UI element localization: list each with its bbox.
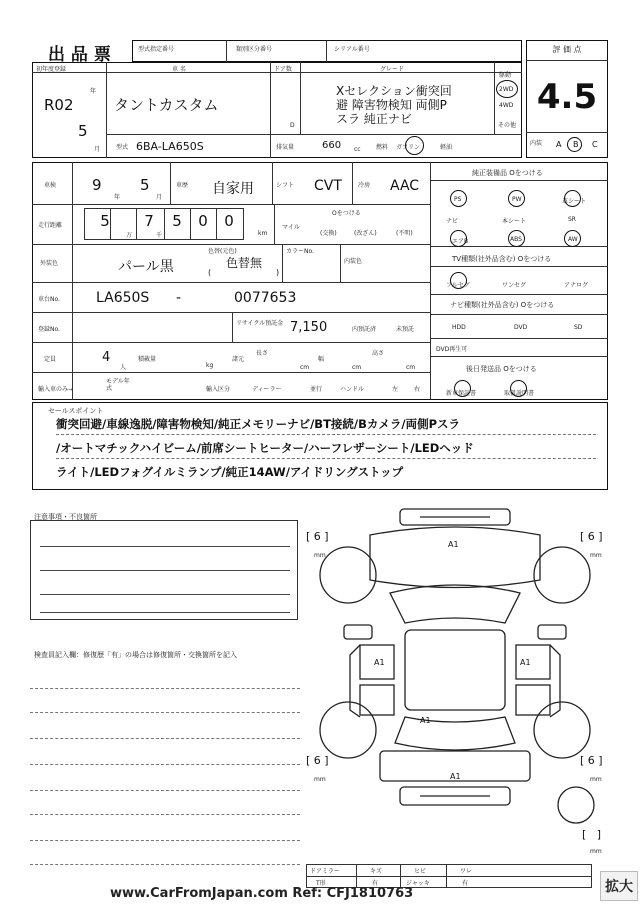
interior-color-label: 内装色 — [344, 258, 363, 265]
drive-4wd: 4WD — [499, 102, 514, 109]
sales-line-3: ライト/LEDフォグイルミランプ/純正14AW/アイドリングストップ — [56, 465, 404, 479]
grade-line-3: スラ 純正ナビ — [336, 112, 412, 126]
interior-label: 内装 — [530, 140, 543, 147]
parallel-label: 並行 — [310, 386, 323, 393]
score-value: 4.5 — [536, 77, 598, 117]
std-item-leather-mark — [564, 190, 581, 207]
legend-h-break: ワレ — [460, 868, 473, 875]
interior-grade-selected-mark — [567, 137, 582, 152]
tire-rr-value: 6 — [587, 754, 595, 767]
damage-mark-left-door: A1 — [374, 658, 385, 667]
steering-right: 右 — [414, 386, 421, 393]
sales-line-2: /オートマチックハイビーム/前席シートヒーター/ハーフレザーシート/LEDヘッド — [56, 441, 474, 455]
grade-label: グレード — [380, 66, 405, 73]
tv-item-fullseg: フルセグ — [446, 282, 470, 289]
height-cm: cm — [406, 364, 416, 371]
inspection-month-unit: 月 — [156, 194, 163, 201]
category-label: 類別区分番号 — [236, 46, 273, 53]
recycle-value: 7,150 — [290, 320, 328, 335]
fuel-label: 燃料 — [376, 144, 389, 151]
import-label: 輸入車のみ→ — [38, 386, 74, 393]
shift-label: シフト — [276, 182, 295, 189]
rear-item-warranty: 新車保証書 — [446, 390, 477, 397]
cc-unit: cc — [354, 146, 361, 153]
fuel-gas: ガソリン — [396, 144, 421, 151]
rear-manual-mark — [510, 380, 527, 397]
interior-grade-a: A — [556, 140, 562, 149]
tire-rr-unit: mm — [590, 776, 602, 783]
tire-rl-unit: mm — [314, 776, 326, 783]
car-name: タントカスタム — [114, 96, 219, 114]
doors-label: ドア数 — [274, 66, 292, 73]
inspection-month: 5 — [140, 176, 150, 194]
damage-mark-right-door: A1 — [520, 658, 531, 667]
tv-fullseg-mark — [450, 272, 467, 289]
model-label: 型式 — [116, 144, 129, 151]
interior-grade-c: C — [592, 140, 598, 149]
recycle-unpaid: 未預託 — [396, 326, 415, 333]
repaint-bracket-left: ( — [208, 268, 212, 277]
rear-warranty-mark — [454, 380, 471, 397]
tire-rl-depth: [ 6 ] — [306, 754, 329, 767]
std-item-abs-mark — [508, 230, 525, 247]
ac-label: 冷房 — [358, 182, 371, 189]
nav-item-dvd: DVD — [514, 324, 528, 331]
inspection-label: 車検 — [44, 182, 57, 189]
capacity-label: 定員 — [44, 356, 57, 363]
chassis-number: 0077653 — [234, 290, 297, 306]
fuel-light: 軽油 — [440, 144, 453, 151]
repaint-value: 色替無 — [226, 256, 263, 270]
std-item-leather: 革シート — [562, 198, 587, 205]
std-item-aw-mark — [564, 230, 581, 247]
mileage-sen: 千 — [156, 232, 163, 239]
meter-note: Oをつける — [332, 210, 361, 217]
damage-mark-rear: A1 — [450, 772, 461, 781]
chassis-label: 車台No. — [38, 296, 60, 303]
std-item-aw: AW — [568, 236, 578, 243]
spare-tire-depth: [ ] — [582, 828, 602, 841]
nav-title: ナビ種類(社外品含む) Oをつける — [450, 301, 555, 309]
door-d: D — [290, 122, 295, 129]
use-label: 車歴 — [176, 182, 189, 189]
inspector-label: 検査員記入欄：修復歴「有」の場合は修復箇所・交換箇所を記入 — [34, 651, 237, 659]
chassis-prefix: LA650S — [96, 290, 150, 306]
reg-no-label: 登録No. — [38, 326, 60, 333]
std-item-abs: ABS — [510, 236, 522, 243]
grade-line-2: 避 障害物検知 両側P — [336, 98, 447, 112]
model-code: 6BA-LA650S — [136, 140, 204, 153]
tire-fr-depth: [ 6 ] — [580, 530, 603, 543]
damage-mark-front: A1 — [448, 540, 459, 549]
repaint-label: 色替(元色) — [208, 248, 237, 255]
meter-opt-tamper: (改ざん) — [354, 230, 377, 237]
chassis-dash: - — [176, 290, 182, 306]
width-cm: cm — [352, 364, 362, 371]
form-title: 出 品 票 — [48, 45, 111, 65]
capacity-unit: 人 — [120, 364, 127, 371]
height-label: 高さ — [372, 350, 385, 357]
drive-2wd-mark — [496, 80, 518, 98]
std-item-pw-mark — [508, 190, 525, 207]
nav-item-sd: SD — [574, 324, 583, 331]
legend-v-break: 有 — [462, 880, 469, 887]
std-item-ps: PS — [454, 196, 462, 203]
tv-item-analog: アナログ — [564, 282, 589, 289]
fuel-gas-mark — [405, 136, 424, 155]
tire-fr-value: 6 — [587, 530, 595, 543]
mileage-digit-3: 5 — [172, 212, 182, 230]
mileage-label: 走行距離 — [38, 222, 63, 229]
rear-title: 後日発送品 Oをつける — [466, 365, 537, 373]
sales-line-1: 衝突回避/車線逸脱/障害物検知/純正メモリーナビ/BT接続/Bカメラ/両側Pスラ — [56, 417, 461, 431]
month-unit: 月 — [94, 146, 101, 153]
color-value: パール黒 — [118, 259, 174, 275]
tire-fl-depth: [ 6 ] — [306, 530, 329, 543]
capacity-value: 4 — [102, 350, 111, 365]
reg-month: 5 — [78, 122, 88, 140]
dvd-playable: DVD再生可 — [436, 346, 468, 353]
drive-label: 駆動 — [499, 72, 512, 79]
import-type-label: 輸入区分 — [206, 386, 231, 393]
tire-fl-value: 6 — [313, 530, 321, 543]
legend-v-mirror: T形 — [316, 880, 326, 887]
ac-value: AAC — [390, 178, 420, 194]
mileage-km: km — [258, 230, 268, 237]
std-item-ps-mark — [450, 190, 467, 207]
dims-label: 諸元 — [232, 356, 245, 363]
score-label: 評 価 点 — [552, 45, 582, 54]
era-year: R02 — [44, 96, 74, 114]
length-cm: cm — [300, 364, 310, 371]
std-item-seat: 本シート — [502, 218, 527, 225]
steering-left: 左 — [392, 386, 399, 393]
repaint-bracket-right: ) — [276, 268, 280, 277]
length-label: 長さ — [256, 350, 269, 357]
attention-label: 注意事項・不良箇所 — [34, 513, 97, 521]
tire-rr-depth: [ 6 ] — [580, 754, 603, 767]
legend-h-crack: ヒビ — [414, 868, 427, 875]
model-year-label: モデル年式 — [106, 378, 130, 392]
drive-2wd: 2WD — [499, 86, 514, 93]
serial-label: シリアル番号 — [334, 46, 370, 53]
watermark: www.CarFromJapan.com Ref: CFJ1810763 — [110, 886, 414, 901]
load-label: 積載量 — [138, 356, 157, 363]
color-no-label: カラーNo. — [286, 248, 314, 255]
mileage-digit-5: 0 — [224, 212, 234, 230]
rear-item-manual: 取扱説明書 — [504, 390, 535, 397]
tv-title: TV種類(社外品含む) Oをつける — [452, 255, 552, 263]
inspection-year-unit: 年 — [114, 194, 121, 201]
mileage-digit-2: 7 — [144, 212, 154, 230]
steering-label: ハンドル — [340, 386, 365, 393]
recycle-paid: 内預託済 — [352, 326, 377, 333]
drive-other: その他 — [498, 122, 517, 129]
load-unit: kg — [206, 362, 214, 369]
legend-v-scratch: 有 — [372, 880, 379, 887]
legend-h-mirror: ドアミラー — [310, 868, 340, 875]
tire-fr-unit: mm — [590, 552, 602, 559]
std-equip-title: 純正装備品 Oをつける — [472, 169, 543, 177]
std-item-sr: SR — [568, 216, 576, 223]
meter-label: マイル — [282, 224, 300, 231]
shift-value: CVT — [314, 178, 342, 194]
recycle-label: リサイクル預託金 — [236, 320, 284, 327]
color-label: 外装色 — [40, 260, 59, 267]
displacement-label: 排気量 — [276, 144, 295, 151]
std-item-pw: PW — [512, 196, 522, 203]
std-item-airbag: エアB — [452, 238, 469, 245]
interior-grade-b: B — [573, 140, 579, 149]
inspection-year: 9 — [92, 176, 102, 194]
meter-opt-unknown: (不明) — [396, 230, 413, 237]
meter-opt-exchange: (交換) — [320, 230, 337, 237]
zoom-button[interactable]: 拡大 — [600, 871, 638, 901]
displacement-value: 660 — [322, 140, 342, 151]
tire-fl-unit: mm — [314, 552, 326, 559]
sales-points-label: セールスポイント — [48, 407, 104, 415]
car-diagram — [300, 505, 610, 855]
legend-h-scratch: キズ — [370, 868, 382, 875]
damage-mark-roof: A1 — [420, 716, 431, 725]
tv-item-oneseg: ワンセグ — [502, 282, 527, 289]
std-item-airbag-mark — [450, 230, 467, 247]
first-reg-label: 初年度登録 — [36, 66, 67, 73]
name-label: 車 名 — [172, 66, 186, 73]
header-strip — [132, 40, 522, 62]
legend-v-crack: ジャッキ — [406, 880, 430, 887]
mileage-man: 万 — [126, 232, 133, 239]
grade-line-1: Xセレクション衝突回 — [336, 84, 452, 98]
width-label: 幅 — [318, 356, 325, 363]
mileage-digit-4: 0 — [198, 212, 208, 230]
dealer-label: ディーラー — [252, 386, 282, 393]
tire-rl-value: 6 — [313, 754, 321, 767]
year-unit: 年 — [90, 88, 97, 95]
use-value: 自家用 — [212, 181, 254, 197]
std-item-navi: ナビ — [446, 218, 459, 225]
nav-item-hdd: HDD — [452, 324, 466, 331]
spare-tire-unit: mm — [590, 848, 602, 855]
mileage-digit-1: 5 — [100, 212, 110, 230]
model-designation-label: 型式指定番号 — [138, 46, 175, 53]
